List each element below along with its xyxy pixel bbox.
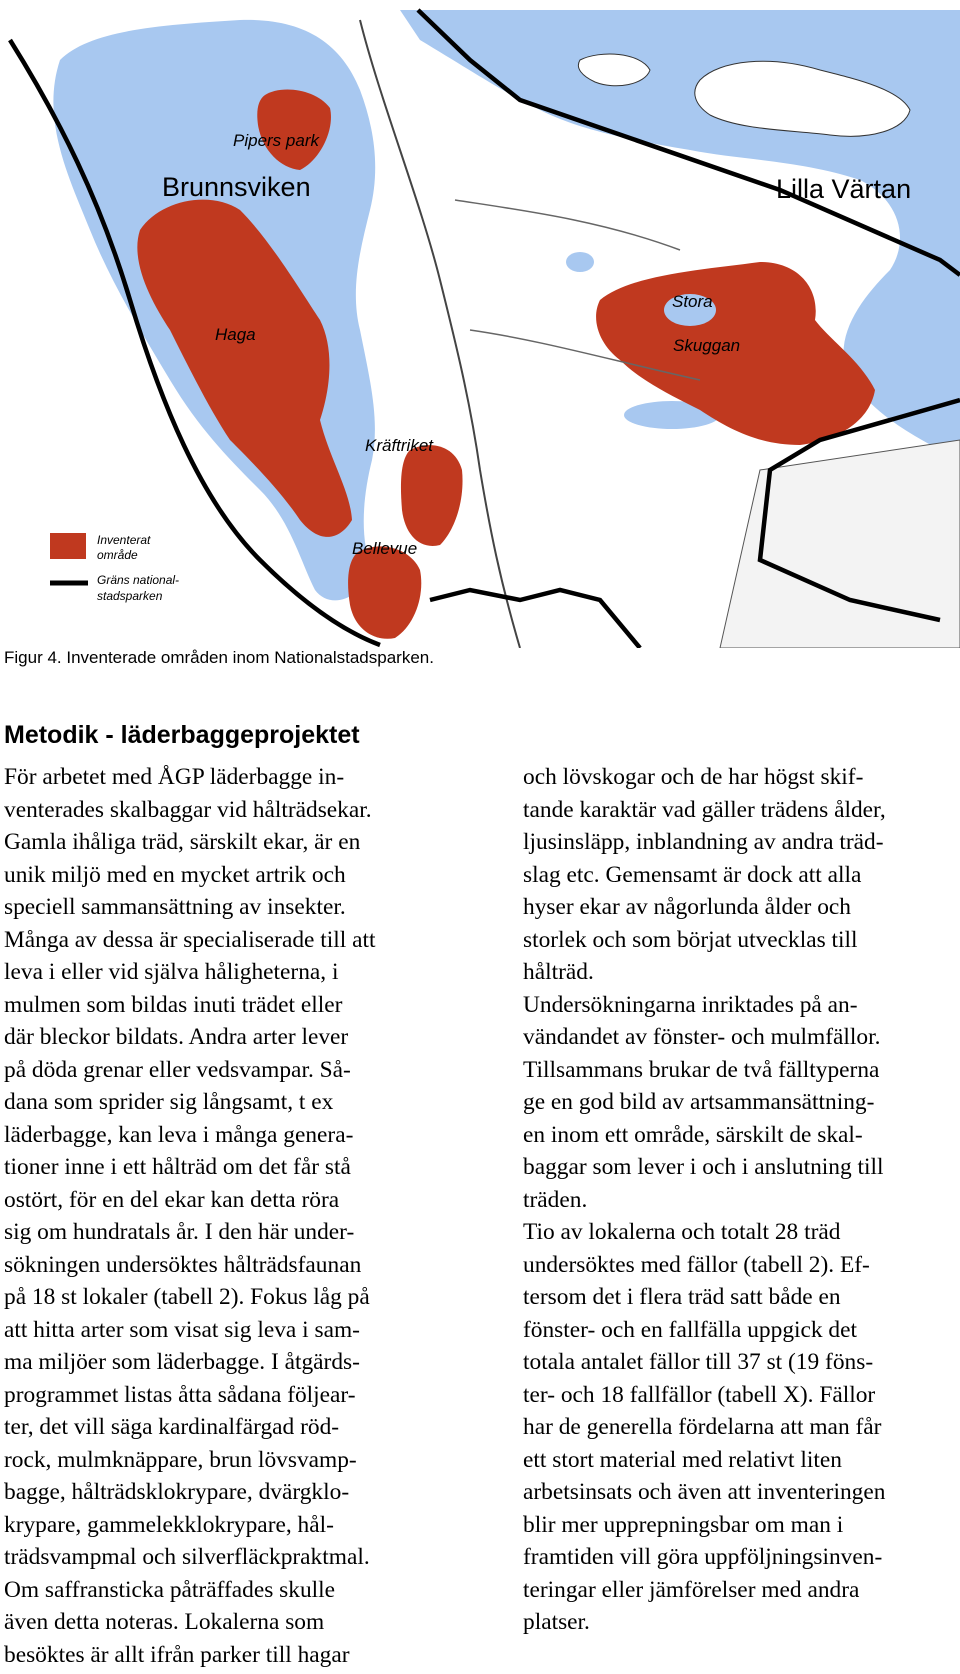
text-line: Om saffransticka påträffades skulle (4, 1576, 336, 1603)
text-line: ma miljöer som läderbagge. I åtgärds- (4, 1349, 360, 1375)
legend-inventerat-line2: område (97, 548, 138, 562)
text-line: ter- och 18 fallfällor (tabell X). Fällor (523, 1381, 876, 1408)
legend-swatch-inventoried (50, 533, 86, 559)
text-line: venterades skalbaggar vid hålträdsekar. (4, 796, 372, 823)
text-line: där bleckor bildats. Andra arter lever (4, 1024, 349, 1050)
text-line: på 18 st lokaler (tabell 2). Fokus låg på (4, 1284, 370, 1310)
text-line: Många av dessa är specialiserade till att (4, 926, 376, 953)
text-line: krypare, gammelekklokrypare, hål- (4, 1511, 334, 1538)
text-line: mulmen som bildas inuti trädet eller (4, 991, 343, 1018)
text-line: leva i eller vid själva håligheterna, i (4, 959, 339, 985)
map-figure (0, 0, 960, 648)
label-lilla-vartan: Lilla Värtan (776, 174, 912, 204)
text-line: sökningen undersöktes hålträdsfaunan (4, 1251, 362, 1278)
label-stora: Stora (672, 292, 713, 311)
label-kraftriket: Kräftriket (365, 436, 434, 455)
text-line: unik miljö med en mycket artrik och (4, 861, 346, 888)
section-heading: Metodik - läderbaggeprojektet (4, 721, 360, 749)
text-line: baggar som lever i och i anslutning till (523, 1154, 884, 1180)
text-line: slag etc. Gemensamt är dock att alla (523, 861, 862, 888)
text-line: ljusinsläpp, inblandning av andra träd- (523, 829, 884, 855)
text-line: fönster- och en fallfälla uppgick det (523, 1316, 858, 1343)
left-text-column (4, 761, 464, 1671)
text-line: Gamla ihåliga träd, särskilt ekar, är en (4, 829, 361, 855)
text-line: trädsvampmal och silverfläckpraktmal. (4, 1544, 370, 1570)
text-line: storlek och som börjat utvecklas till (523, 926, 858, 953)
text-line: För arbetet med ÅGP läderbagge in- (4, 764, 345, 790)
text-line: tioner inne i ett hålträd om det får stå (4, 1154, 351, 1180)
label-pipers-park: Pipers park (233, 131, 319, 150)
legend-grans-line1: Gräns national- (97, 573, 180, 587)
text-line: framtiden vill göra uppföljningsinven- (523, 1544, 883, 1570)
label-bellevue: Bellevue (352, 539, 418, 558)
text-line: ett stort material med relativt liten (523, 1446, 842, 1473)
text-line: har de generella fördelarna att man får (523, 1414, 882, 1440)
text-line: träden. (523, 1186, 588, 1213)
text-line: dana som sprider sig långsamt, t ex (4, 1089, 334, 1115)
text-line: på döda grenar eller vedsvampar. Så- (4, 1056, 351, 1083)
text-line: ter, det vill säga kardinalfärgad röd- (4, 1414, 340, 1440)
text-line: sig om hundratals år. I den här under- (4, 1219, 355, 1245)
text-line: Undersökningarna inriktades på an- (523, 991, 858, 1018)
text-line: besöktes är allt ifrån parker till hagar (4, 1641, 350, 1668)
text-line: en inom ett område, särskilt de skal- (523, 1121, 863, 1148)
text-line: platser. (523, 1609, 590, 1635)
text-line: att hitta arter som visat sig leva i sam- (4, 1316, 360, 1343)
text-line: undersöktes med fällor (tabell 2). Ef- (523, 1251, 870, 1278)
label-brunnsviken: Brunnsviken (162, 172, 311, 202)
label-skuggan: Skuggan (673, 336, 741, 355)
legend-inventerat-line1: Inventerat (97, 533, 151, 547)
text-line: programmet listas åtta sådana följear- (4, 1381, 356, 1408)
text-line: vändandet av fönster- och mulmfällor. (523, 1024, 881, 1050)
lake (566, 252, 594, 272)
label-haga: Haga (215, 325, 256, 344)
text-line: Tio av lokalerna och totalt 28 träd (523, 1219, 841, 1245)
text-line: hyser ekar av någorlunda ålder och (523, 894, 851, 920)
text-line: blir mer upprepningsbar om man i (523, 1511, 844, 1538)
figure-caption: Figur 4. Inventerade områden inom Nationalstadsparken. (4, 648, 434, 667)
text-line: även detta noteras. Lokalerna som (4, 1609, 325, 1635)
text-line: tande karaktär vad gäller trädens ålder, (523, 796, 886, 823)
legend-grans-line2: stadsparken (97, 589, 163, 603)
text-line: teringar eller jämförelser med andra (523, 1576, 860, 1603)
text-line: ostört, för en del ekar kan detta röra (4, 1186, 340, 1213)
text-line: speciell sammansättning av insekter. (4, 894, 346, 920)
text-line: Tillsammans brukar de två fälltyperna (523, 1056, 880, 1083)
text-line: rock, mulmknäppare, brun lövsvamp- (4, 1446, 357, 1473)
right-text-column (523, 761, 960, 1639)
text-line: och lövskogar och de har högst skif- (523, 764, 864, 790)
text-line: läderbagge, kan leva i många genera- (4, 1121, 354, 1148)
text-line: arbetsinsats och även att inventeringen (523, 1479, 886, 1505)
text-line: totala antalet fällor till 37 st (19 föns- (523, 1349, 874, 1375)
text-line: tersom det i flera träd satt både en (523, 1284, 841, 1310)
text-line: bagge, hålträdsklokrypare, dvärgklo- (4, 1479, 350, 1505)
text-line: ge en god bild av artsammansättning- (523, 1089, 875, 1115)
text-line: hålträd. (523, 959, 594, 985)
